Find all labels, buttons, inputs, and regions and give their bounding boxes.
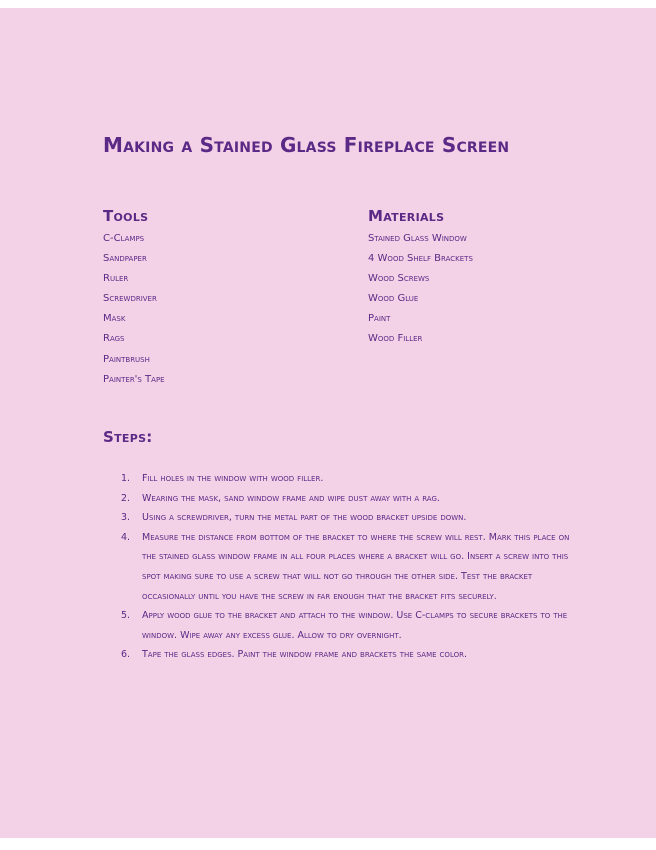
tools-heading: Tools (103, 207, 149, 225)
step-item (115, 606, 585, 645)
step-number: 4. (121, 531, 131, 543)
steps-list (115, 469, 585, 665)
material-item: Wood Screws (368, 273, 430, 285)
step-number: 6. (121, 649, 131, 661)
scan-border (0, 838, 656, 850)
materials-section (368, 207, 473, 352)
document-page (0, 8, 656, 838)
material-item: Wood Glue (368, 293, 419, 305)
step-number: 2. (121, 492, 131, 504)
step-item (115, 645, 585, 665)
step-item (115, 489, 585, 509)
tool-item: Ruler (103, 273, 129, 285)
step-text: Measure the distance from bottom of the bracket to where the screw will rest. Mark this place on the stained glass window frame in all four places where a bracket will go. Insert a screw into this spot making sure to use a screw that will not go through the other side. Test the bracket occasionally until you have the screw in far enough that the bracket fits securely. (142, 531, 570, 602)
tool-item: C-Clamps (103, 233, 145, 244)
tool-item: Mask (103, 313, 126, 325)
step-text: Fill holes in the window with wood filler. (142, 473, 324, 484)
step-item (115, 528, 585, 606)
step-item (115, 469, 585, 489)
step-number: 1. (121, 473, 131, 484)
steps-heading: Steps: (103, 428, 153, 446)
materials-heading: Materials (368, 207, 445, 225)
tool-item: Screwdriver (103, 293, 157, 305)
tools-list (103, 231, 165, 392)
step-text: Tape the glass edges. Paint the window frame and brackets the same color. (142, 649, 467, 661)
tools-section (103, 207, 165, 392)
material-item: Wood Filler (368, 333, 423, 345)
material-item: Stained Glass Window (368, 233, 467, 244)
tool-item: Sandpaper (103, 253, 147, 265)
tool-item: Rags (103, 333, 125, 345)
tool-item: Paintbrush (103, 353, 150, 365)
material-item: Paint (368, 313, 391, 325)
step-text: Using a screwdriver, turn the metal part of the wood bracket upside down. (142, 512, 467, 524)
step-number: 5. (121, 610, 131, 622)
tool-item: Painter's Tape (103, 373, 165, 385)
step-text: Apply wood glue to the bracket and attach to the window. Use C-clamps to secure brackets to the window. Wipe away any excess glue. Allow to dry overnight. (142, 610, 568, 641)
material-item: 4 Wood Shelf Brackets (368, 253, 473, 265)
step-item (115, 508, 585, 528)
materials-list (368, 231, 473, 352)
step-text: Wearing the mask, sand window frame and wipe dust away with a rag. (142, 492, 440, 504)
page-title: Making a Stained Glass Fireplace Screen (103, 133, 510, 157)
step-number: 3. (121, 512, 131, 524)
